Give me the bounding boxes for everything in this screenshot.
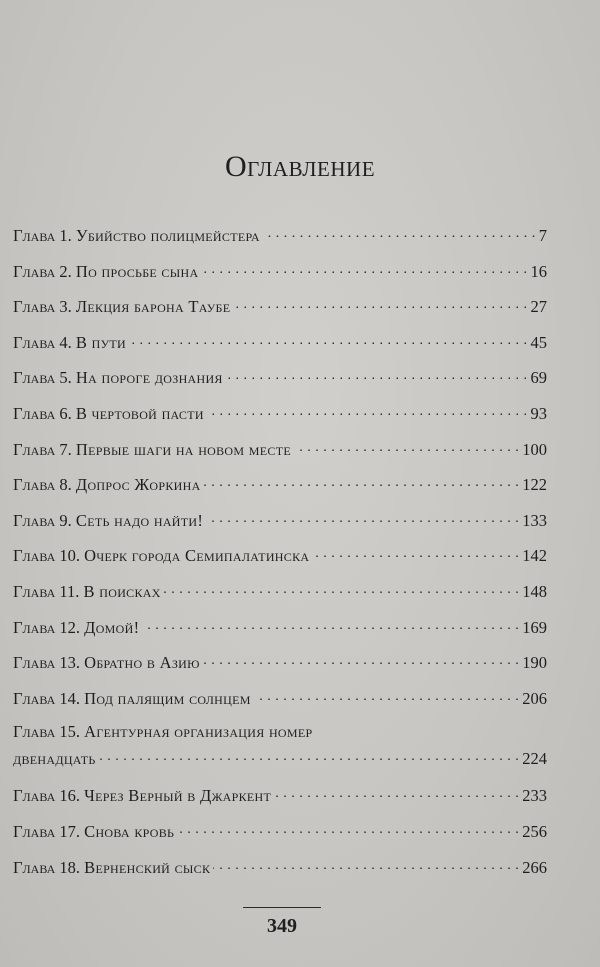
chapter-title: Агентурная организация номер [84,722,313,742]
dot-leader [294,438,519,455]
dot-leader [254,687,520,704]
chapter-title: Первые шаги на новом месте [75,439,291,459]
dot-leader [204,474,520,491]
chapter-page: 224 [522,749,547,769]
dot-leader [312,545,519,562]
chapter-page: 45 [530,332,547,352]
dot-leader [99,748,520,765]
chapter-page: 233 [522,786,547,806]
chapter-title: Домой! [84,617,140,637]
chapter-label: Глава 11. [13,581,80,601]
chapter-title: Снова кровь [84,821,175,841]
dot-leader [226,367,528,384]
chapter-title: Сеть надо найти! [75,510,204,530]
table-of-contents [13,218,547,885]
chapter-label: Глава 10. [13,546,81,566]
toc-entry-3 [13,289,547,325]
chapter-label: Глава 4. [13,332,72,352]
toc-entry-9 [13,503,547,539]
chapter-page: 133 [522,510,547,530]
chapter-page: 190 [522,653,547,673]
chapter-label: Глава 7. [13,439,72,459]
chapter-label: Глава 9. [13,510,72,530]
chapter-title-line1 [13,718,547,745]
toc-entry-4 [13,325,547,361]
chapter-label: Глава 1. [13,226,72,245]
dot-leader [201,260,527,277]
toc-entry-17 [13,814,547,850]
chapter-page: 256 [522,821,547,841]
chapter-title: Очерк города Семипалатинска [84,546,310,566]
chapter-title: Верненский сыск [84,857,211,877]
chapter-title: В поисках [83,581,161,601]
chapter-page: 69 [530,368,547,388]
toc-entry-11 [13,574,547,610]
dot-leader [203,652,520,669]
chapter-label: Глава 6. [13,403,72,423]
dot-leader [206,509,519,526]
dot-leader [213,856,519,873]
chapter-label: Глава 5. [13,368,72,388]
dot-leader [177,820,519,837]
toc-entry-7 [13,432,547,468]
chapter-label: Глава 15. [13,722,81,742]
chapter-page: 7 [538,226,547,245]
chapter-label: Глава 16. [13,786,81,806]
chapter-page: 93 [530,403,547,423]
chapter-page: 206 [522,688,547,708]
chapter-title-line2 [13,745,547,772]
footer-rule [243,907,321,908]
chapter-title: Допрос Жоркина [75,475,201,495]
toc-entry-5 [13,360,547,396]
toc-entry-12 [13,610,547,646]
chapter-title: Убийство полицмейстера [75,226,260,245]
chapter-label: Глава 18. [13,857,81,877]
chapter-title: В чертовой пасти [75,403,204,423]
chapter-title: В пути [75,332,126,352]
chapter-page: 266 [522,857,547,877]
toc-entry-10 [13,538,547,574]
chapter-title: Через Верный в Джаркент [84,786,272,806]
chapter-page: 142 [522,546,547,566]
dot-leader [263,225,536,242]
dot-leader [207,402,528,419]
chapter-label: Глава 12. [13,617,81,637]
chapter-title: По просьбе сына [75,261,199,281]
chapter-label: Глава 8. [13,475,72,495]
toc-entry-1 [13,218,547,254]
chapter-title-continued: двенадцать [13,749,96,769]
chapter-label: Глава 14. [13,688,81,708]
chapter-title: На пороге дознания [75,368,223,388]
chapter-page: 169 [522,617,547,637]
toc-entry-16 [13,778,547,814]
toc-entry-18 [13,850,547,886]
dot-leader [142,616,519,633]
chapter-page: 27 [530,297,547,317]
chapter-page: 100 [522,439,547,459]
chapter-label: Глава 3. [13,297,72,317]
chapter-label: Глава 13. [13,653,81,673]
chapter-label: Глава 17. [13,821,81,841]
toc-entry-15 [13,716,547,778]
toc-entry-2 [13,254,547,290]
dot-leader [164,580,520,597]
toc-entry-13 [13,645,547,681]
dot-leader [274,785,519,802]
page-number: 349 [267,915,297,937]
chapter-title: Под палящим солнцем [84,688,251,708]
dot-leader [129,331,528,348]
dot-leader [233,296,527,313]
chapter-page: 148 [522,581,547,601]
toc-heading: Оглавление [224,150,376,183]
chapter-label: Глава 2. [13,261,72,281]
chapter-title: Лекция барона Таубе [75,297,231,317]
toc-entry-14 [13,681,547,717]
toc-entry-6 [13,396,547,432]
chapter-page: 16 [530,261,547,281]
chapter-title: Обратно в Азию [84,653,200,673]
toc-entry-8 [13,467,547,503]
chapter-page: 122 [522,475,547,495]
